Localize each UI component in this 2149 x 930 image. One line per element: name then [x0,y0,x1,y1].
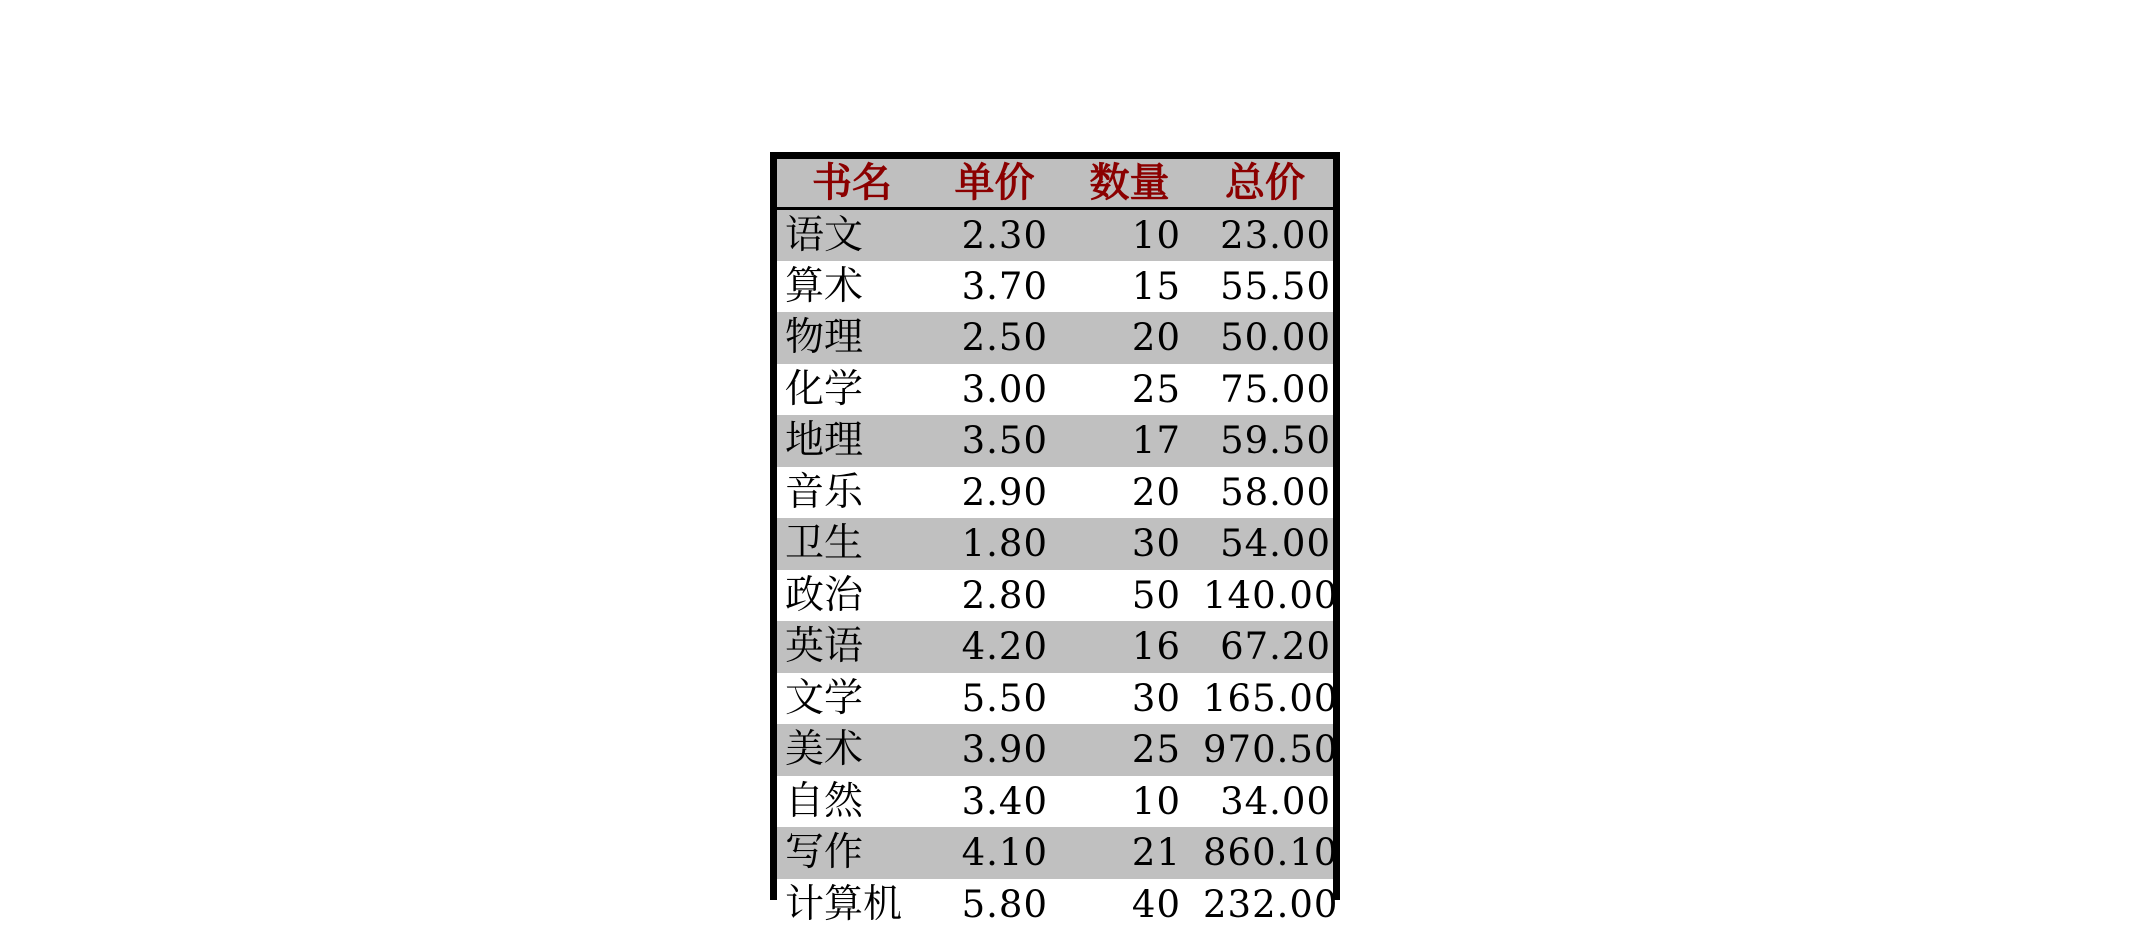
table-row [777,261,1333,313]
cell-price: 4.20 [927,621,1062,673]
cell-name: 化学 [777,364,927,416]
cell-qty: 40 [1062,879,1197,930]
cell-qty: 17 [1062,415,1197,467]
table-row [777,621,1333,673]
cell-total: 50.00 [1197,312,1333,364]
cell-name: 语文 [777,208,927,261]
cell-total: 59.50 [1197,415,1333,467]
cell-total: 970.50 [1197,724,1333,776]
cell-name: 算术 [777,261,927,313]
cell-qty: 10 [1062,208,1197,261]
cell-price: 2.50 [927,312,1062,364]
cell-total: 34.00 [1197,776,1333,828]
table-row [777,570,1333,622]
cell-price: 5.80 [927,879,1062,930]
table-row [777,364,1333,416]
cell-price: 4.10 [927,827,1062,879]
header-total: 总价 [1197,159,1333,208]
cell-name: 美术 [777,724,927,776]
cell-price: 3.70 [927,261,1062,313]
cell-qty: 20 [1062,467,1197,519]
cell-total: 75.00 [1197,364,1333,416]
cell-name: 政治 [777,570,927,622]
cell-price: 3.40 [927,776,1062,828]
table-row [777,827,1333,879]
table-row [777,724,1333,776]
cell-name: 写作 [777,827,927,879]
cell-qty: 50 [1062,570,1197,622]
cell-total: 54.00 [1197,518,1333,570]
cell-total: 58.00 [1197,467,1333,519]
table-row [777,415,1333,467]
cell-price: 2.30 [927,208,1062,261]
cell-total: 23.00 [1197,208,1333,261]
header-qty: 数量 [1062,159,1197,208]
cell-qty: 25 [1062,364,1197,416]
cell-name: 地理 [777,415,927,467]
table-header [777,159,1333,208]
cell-qty: 30 [1062,673,1197,725]
cell-price: 2.90 [927,467,1062,519]
cell-price: 2.80 [927,570,1062,622]
cell-price: 3.00 [927,364,1062,416]
cell-name: 英语 [777,621,927,673]
cell-name: 物理 [777,312,927,364]
book-price-table-container [770,152,1340,900]
cell-price: 1.80 [927,518,1062,570]
cell-name: 计算机 [777,879,927,930]
header-row [777,159,1333,208]
cell-name: 卫生 [777,518,927,570]
cell-total: 67.20 [1197,621,1333,673]
cell-price: 5.50 [927,673,1062,725]
table-row [777,879,1333,930]
cell-total: 140.00 [1197,570,1333,622]
table-row [777,467,1333,519]
cell-price: 3.90 [927,724,1062,776]
table-row [777,208,1333,261]
cell-price: 3.50 [927,415,1062,467]
cell-qty: 10 [1062,776,1197,828]
cell-name: 文学 [777,673,927,725]
cell-name: 自然 [777,776,927,828]
cell-total: 55.50 [1197,261,1333,313]
cell-qty: 15 [1062,261,1197,313]
cell-name: 音乐 [777,467,927,519]
cell-qty: 21 [1062,827,1197,879]
table-row [777,776,1333,828]
cell-qty: 30 [1062,518,1197,570]
table-row [777,312,1333,364]
header-name: 书名 [777,159,927,208]
cell-total: 232.00 [1197,879,1333,930]
header-price: 单价 [927,159,1062,208]
cell-total: 165.00 [1197,673,1333,725]
table-row [777,518,1333,570]
cell-qty: 20 [1062,312,1197,364]
cell-qty: 16 [1062,621,1197,673]
table-row [777,673,1333,725]
cell-qty: 25 [1062,724,1197,776]
table-body [777,208,1333,930]
cell-total: 860.10 [1197,827,1333,879]
book-price-table [777,159,1333,930]
